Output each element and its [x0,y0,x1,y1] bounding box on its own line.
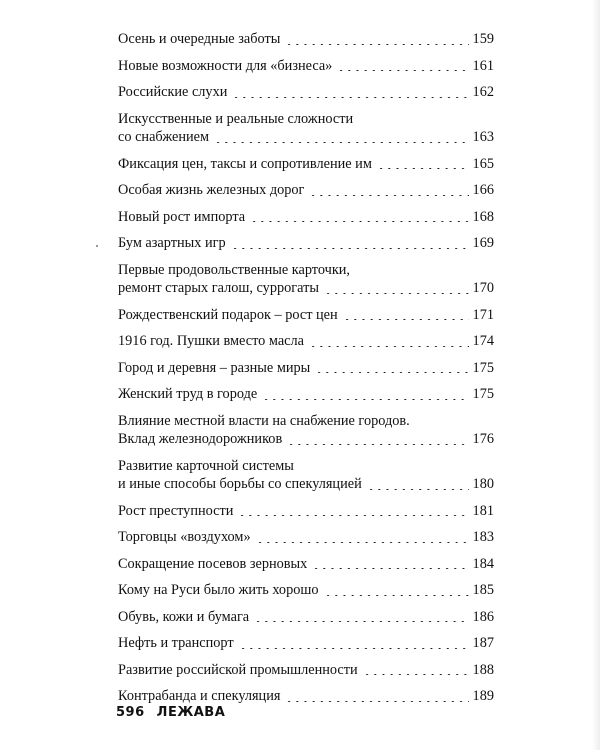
toc-page-number: 171 [472,306,494,323]
toc-entry [118,110,494,147]
toc-page-number: 183 [472,529,494,545]
toc-entry-title: Осень и очередные заботы [118,31,281,47]
toc-entry [118,30,494,49]
dot-leader [377,168,469,169]
toc-page-number: 184 [472,555,494,572]
dot-leader [256,542,469,543]
toc-entry-title: ремонт старых галош, суррогаты [118,280,319,296]
dot-leader [285,44,469,45]
toc-entry-line [118,359,494,378]
toc-entry-title: Рождественский подарок – рост цен [118,306,338,323]
toc-page-number: 162 [472,84,494,100]
toc-entry-line [118,385,494,404]
toc-entry-title: Вклад железнодорожников [118,431,283,447]
toc-entry-line [118,502,494,521]
toc-entry-title: Женский труд в городе [118,386,258,402]
toc-entry [118,83,494,102]
dot-leader [231,248,469,249]
toc-entry-line [118,687,494,706]
toc-entry-line [118,279,494,298]
toc-page-number: 180 [472,476,494,492]
dot-leader [254,621,469,622]
toc-entry [118,306,494,325]
toc-entry [118,57,494,76]
toc-entry [118,661,494,680]
toc-entry-line [118,306,494,325]
toc-entry-line [118,581,494,600]
toc-page-number: 163 [472,129,494,145]
toc-entry-title-line [118,261,494,280]
dot-leader [324,595,469,596]
toc-entry-line [118,634,494,653]
toc-entry-line [118,661,494,680]
dot-leader [309,195,469,196]
toc-entry-title: Кому на Руси было жить хорошо [118,582,319,598]
toc-page-number: 189 [472,688,494,704]
toc-page-number: 175 [472,359,494,376]
toc-entry-line [118,332,494,351]
toc-entry-title: Новые возможности для «бизнеса» [118,57,333,74]
toc-entry-title: Первые продовольственные карточки, [118,261,350,278]
toc-entry-title: Особая жизнь железных дорог [118,182,305,198]
toc-entry [118,261,494,298]
toc-entry [118,528,494,547]
toc-entry [118,687,494,706]
dot-leader [285,701,469,702]
page-edge-shadow [592,0,600,750]
page-footer [116,705,225,720]
toc-entry-title: Развитие российской промышленности [118,661,358,678]
toc-entry-line [118,181,494,200]
toc-entry [118,359,494,378]
dot-leader [312,568,469,569]
toc-entry-line [118,475,494,494]
toc-entry-line [118,128,494,147]
toc-page-number: 186 [472,608,494,625]
page-number: 596 [116,705,145,720]
dot-leader [363,674,469,675]
toc-page-number: 174 [472,333,494,349]
toc-entry [118,555,494,574]
toc-entry-title: Искусственные и реальные сложности [118,110,354,127]
toc-page-number: 161 [472,57,494,74]
toc-entry [118,332,494,351]
toc-entry-title: Сокращение посевов зерновых [118,555,308,572]
dot-leader [262,399,469,400]
toc-entry-title: Нефть и транспорт [118,635,234,651]
toc-entry-title: и иные способы борьбы со спекуляцией [118,476,362,492]
toc-entry-title: Фиксация цен, таксы и сопротивление им [118,155,372,172]
toc-entry-line [118,83,494,102]
dot-leader [343,319,469,320]
toc-entry [118,155,494,174]
toc-entry [118,581,494,600]
toc-entry-title-line [118,110,494,129]
toc-entry-title: Российские слухи [118,84,228,100]
toc-entry-line [118,30,494,49]
print-speck [96,245,98,247]
dot-leader [367,489,469,490]
table-of-contents [118,30,494,714]
toc-entry-title: Развитие карточной системы [118,457,294,474]
toc-entry-line [118,155,494,174]
toc-entry-title: Новый рост импорта [118,208,246,225]
dot-leader [238,515,469,516]
dot-leader [315,372,469,373]
toc-page-number: 188 [472,661,494,678]
toc-page-number: 187 [472,635,494,651]
toc-page-number: 159 [472,31,494,47]
toc-page-number: 168 [472,208,494,225]
toc-page-number: 170 [472,280,494,296]
dot-leader [214,142,469,143]
toc-entry [118,208,494,227]
toc-entry-title: Торговцы «воздухом» [118,529,251,545]
toc-entry-title: 1916 год. Пушки вместо масла [118,333,304,349]
toc-entry-title: Обувь, кожи и бумага [118,608,250,625]
toc-entry-title-line [118,457,494,476]
toc-entry-line [118,555,494,574]
dot-leader [337,70,469,71]
running-head-author: ЛЕЖАВА [156,705,226,720]
toc-entry-line [118,608,494,627]
toc-entry [118,412,494,449]
toc-page-number: 181 [472,502,494,519]
toc-entry-title: Влияние местной власти на снабжение городов. [118,412,410,429]
toc-page-number: 175 [472,386,494,402]
toc-entry [118,502,494,521]
toc-entry-title: Контрабанда и спекуляция [118,688,281,704]
dot-leader [239,648,469,649]
toc-entry [118,181,494,200]
dot-leader [324,293,469,294]
toc-entry-line [118,208,494,227]
toc-entry [118,457,494,494]
toc-page-number: 165 [472,155,494,172]
toc-entry-title-line [118,412,494,431]
dot-leader [250,221,469,222]
dot-leader [309,346,469,347]
toc-entry-title: Бум азартных игр [118,235,226,251]
toc-entry [118,634,494,653]
toc-entry [118,234,494,253]
toc-page-number: 169 [472,235,494,251]
toc-entry-title: со снабжением [118,129,210,145]
toc-entry-title: Рост преступности [118,502,234,519]
toc-page-number: 176 [472,431,494,447]
dot-leader [232,97,469,98]
toc-page-number: 185 [472,582,494,598]
toc-entry-line [118,430,494,449]
toc-entry-line [118,234,494,253]
dot-leader [287,444,469,445]
toc-entry-line [118,528,494,547]
toc-page-number: 166 [472,182,494,198]
toc-entry [118,385,494,404]
toc-entry [118,608,494,627]
toc-entry-line [118,57,494,76]
toc-entry-title: Город и деревня – разные миры [118,359,311,376]
